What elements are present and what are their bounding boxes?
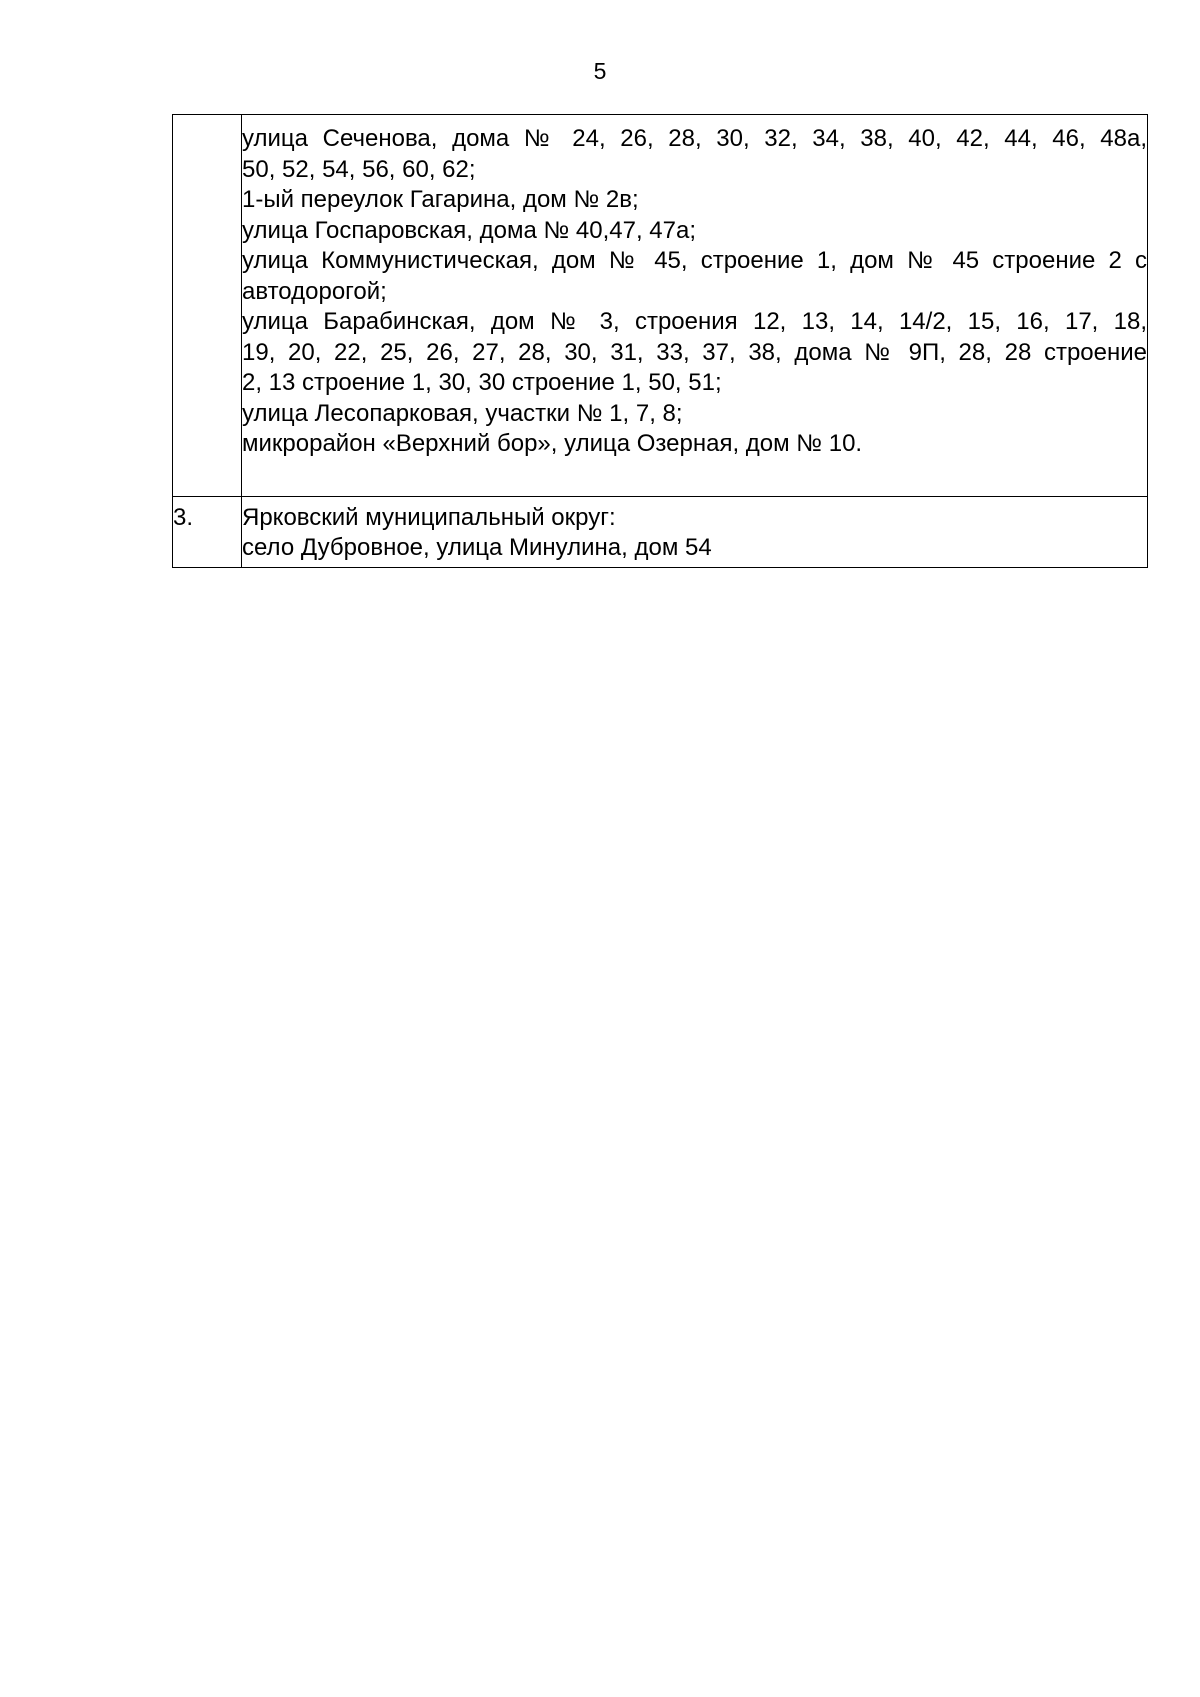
address-line: 19, 20, 22, 25, 26, 27, 28, 30, 31, 33, 37, 38, дома № 9П, 28, 28 строение xyxy=(242,338,1147,366)
address-line: автодорогой; xyxy=(242,277,387,305)
address-line: 1-ый переулок Гагарина, дом № 2в; xyxy=(242,186,639,213)
address-line: улица Сеченова, дома № 24, 26, 28, 30, 32, 34, 38, 40, 42, 44, 46, 48а, xyxy=(242,125,1147,152)
address-line: 50, 52, 54, 56, 60, 62; xyxy=(242,155,476,183)
address-line: улица Лесопарковая, участки № 1, 7, 8; xyxy=(242,399,683,427)
table-row xyxy=(173,115,1148,497)
row-number-cell: 3. xyxy=(173,496,242,567)
page-number: 5 xyxy=(593,58,607,84)
row-number-cell xyxy=(173,115,242,497)
address-line: улица Госпаровская, дома № 40,47, 47а; xyxy=(242,216,696,244)
address-line: Ярковский муниципальный округ: xyxy=(242,503,616,531)
address-line: улица Коммунистическая, дом № 45, строение 1, дом № 45 строение 2 с xyxy=(242,247,1147,274)
table-row xyxy=(173,496,1148,567)
address-list-cell xyxy=(242,115,1148,497)
address-list-cell xyxy=(242,496,1148,567)
addresses-table xyxy=(172,114,1148,568)
address-line: 2, 13 строение 1, 30, 30 строение 1, 50, 51; xyxy=(242,369,722,396)
address-line: микрорайон «Верхний бор», улица Озерная, дом № 10. xyxy=(242,430,863,457)
address-line: улица Барабинская, дом № 3, строения 12, 13, 14, 14/2, 15, 16, 17, 18, xyxy=(242,308,1147,335)
address-line: село Дубровное, улица Минулина, дом 54 xyxy=(242,534,712,561)
